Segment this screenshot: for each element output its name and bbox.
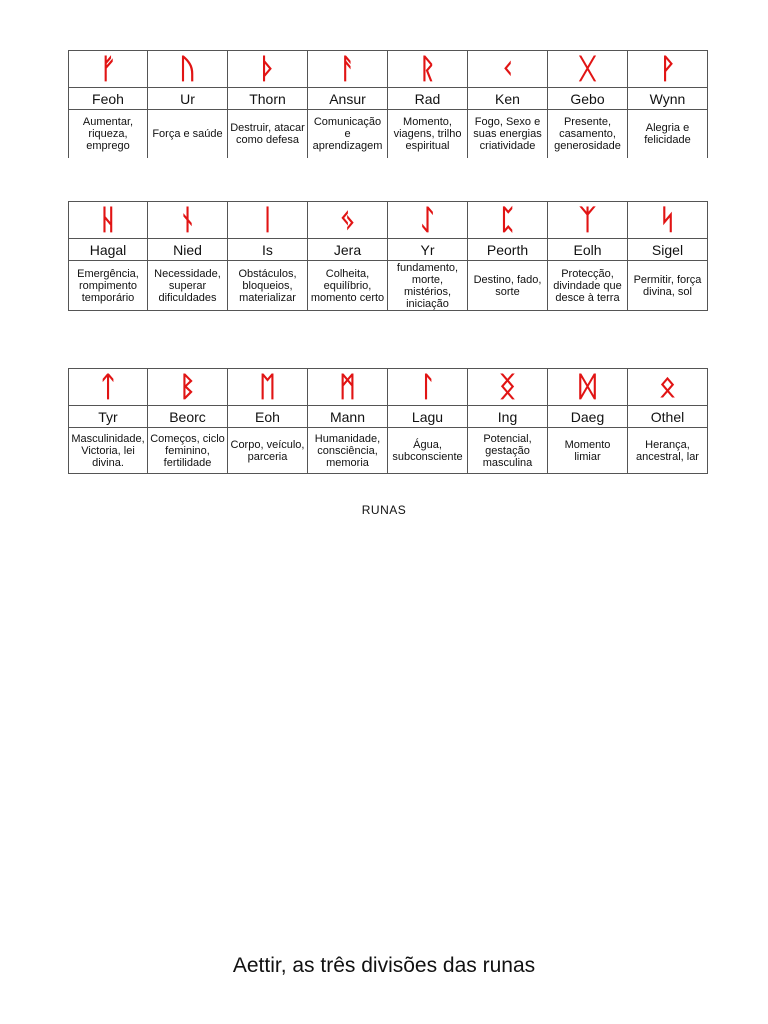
rune-meaning: fundamento, morte, mistérios, iniciação xyxy=(388,261,468,311)
rune-name: Tyr xyxy=(68,406,148,428)
rune-name: Hagal xyxy=(68,239,148,261)
rune-name: Feoh xyxy=(68,88,148,110)
rune-cell xyxy=(148,201,228,239)
rune-name: Wynn xyxy=(628,88,708,110)
aett-table-2 xyxy=(68,201,708,311)
rune-othala-icon: ᛟ xyxy=(659,370,676,403)
rune-wunjo-icon: ᚹ xyxy=(659,52,676,85)
rune-meaning: Comunicação e aprendizagem xyxy=(308,110,388,158)
rune-meaning: Colheita, equilíbrio, momento certo xyxy=(308,261,388,311)
aett-table-3 xyxy=(68,368,708,474)
rune-name: Ur xyxy=(148,88,228,110)
rune-name: Beorc xyxy=(148,406,228,428)
rune-cell xyxy=(308,201,388,239)
rune-laguz-icon: ᛚ xyxy=(419,370,436,403)
rune-uruz-icon: ᚢ xyxy=(179,52,196,85)
rune-cell xyxy=(468,368,548,406)
rune-name: Eolh xyxy=(548,239,628,261)
rune-name: Rad xyxy=(388,88,468,110)
rune-meaning: Aumentar, riqueza, emprego xyxy=(68,110,148,158)
rune-meaning: Presente, casamento, generosidade xyxy=(548,110,628,158)
rune-name: Thorn xyxy=(228,88,308,110)
rune-raidho-icon: ᚱ xyxy=(419,52,436,85)
rune-name: Mann xyxy=(308,406,388,428)
rune-cell xyxy=(228,368,308,406)
rune-cell xyxy=(468,201,548,239)
rune-name: Sigel xyxy=(628,239,708,261)
rune-meaning: Destruir, atacar como defesa xyxy=(228,110,308,158)
footer-title: Aettir, as três divisões das runas xyxy=(232,954,536,977)
rune-cell xyxy=(68,201,148,239)
rune-meaning: Obstáculos, bloqueios, materializar xyxy=(228,261,308,311)
rune-algiz-icon: ᛉ xyxy=(579,203,596,236)
rune-tiwaz-icon: ᛏ xyxy=(99,370,117,403)
rune-meaning: Permitir, força divina, sol xyxy=(628,261,708,311)
rune-cell xyxy=(388,201,468,239)
rune-cell xyxy=(68,50,148,88)
rune-ehwaz-icon: ᛖ xyxy=(259,370,276,403)
rune-cell xyxy=(628,50,708,88)
rune-meaning: Alegria e felicidade xyxy=(628,110,708,158)
rune-meaning: Humanidade, consciência, memoria xyxy=(308,428,388,474)
rune-cell xyxy=(228,201,308,239)
rune-cell xyxy=(628,201,708,239)
rune-cell xyxy=(148,50,228,88)
rune-gebo-icon: ᚷ xyxy=(579,52,596,85)
rune-name: Eoh xyxy=(228,406,308,428)
rune-cell xyxy=(68,368,148,406)
rune-meaning: Momento, viagens, trilho espiritual xyxy=(388,110,468,158)
runas-caption: RUNAS xyxy=(361,503,407,517)
rune-meaning: Momento limiar xyxy=(548,428,628,474)
rune-name: Daeg xyxy=(548,406,628,428)
rune-name: Othel xyxy=(628,406,708,428)
rune-eihwaz-icon: ᛇ xyxy=(419,203,436,236)
rune-cell xyxy=(308,50,388,88)
rune-cell xyxy=(468,50,548,88)
rune-cell xyxy=(388,368,468,406)
rune-dagaz-icon: ᛞ xyxy=(579,370,596,403)
rune-ingwaz-icon: ᛝ xyxy=(499,370,516,403)
rune-fehu-icon: ᚠ xyxy=(99,52,117,85)
rune-isa-icon: ᛁ xyxy=(259,203,276,236)
rune-name: Ken xyxy=(468,88,548,110)
rune-naudiz-icon: ᚾ xyxy=(179,203,196,236)
rune-kenaz-icon: ᚲ xyxy=(499,52,516,85)
rune-mannaz-icon: ᛗ xyxy=(339,370,356,403)
rune-name: Peorth xyxy=(468,239,548,261)
rune-cell xyxy=(228,50,308,88)
rune-name: Ansur xyxy=(308,88,388,110)
rune-thurisaz-icon: ᚦ xyxy=(259,52,276,85)
rune-meaning: Necessidade, superar dificuldades xyxy=(148,261,228,311)
rune-name: Yr xyxy=(388,239,468,261)
aett-table-1 xyxy=(68,50,708,158)
rune-sowilo-icon: ᛋ xyxy=(659,203,676,236)
rune-cell xyxy=(548,50,628,88)
rune-meaning: Fogo, Sexo e suas energias criatividade xyxy=(468,110,548,158)
rune-cell xyxy=(548,368,628,406)
rune-name: Ing xyxy=(468,406,548,428)
rune-meaning: Masculinidade, Victoria, lei divina. xyxy=(68,428,148,474)
rune-meaning: Destino, fado, sorte xyxy=(468,261,548,311)
rune-meaning: Corpo, veículo, parceria xyxy=(228,428,308,474)
rune-meaning: Água, subconsciente xyxy=(388,428,468,474)
rune-meaning: Potencial, gestação masculina xyxy=(468,428,548,474)
rune-name: Nied xyxy=(148,239,228,261)
rune-name: Lagu xyxy=(388,406,468,428)
rune-meaning: Protecção, divindade que desce à terra xyxy=(548,261,628,311)
rune-meaning: Força e saúde xyxy=(148,110,228,158)
rune-perthro-icon: ᛈ xyxy=(499,203,516,236)
rune-hagalaz-icon: ᚺ xyxy=(99,203,117,236)
rune-cell xyxy=(148,368,228,406)
rune-meaning: Herança, ancestral, lar xyxy=(628,428,708,474)
rune-berkano-icon: ᛒ xyxy=(179,370,196,403)
rune-name: Is xyxy=(228,239,308,261)
rune-name: Gebo xyxy=(548,88,628,110)
rune-ansuz-icon: ᚨ xyxy=(339,52,356,85)
rune-cell xyxy=(308,368,388,406)
rune-meaning: Começos, ciclo feminino, fertilidade xyxy=(148,428,228,474)
rune-cell xyxy=(388,50,468,88)
rune-meaning: Emergência, rompimento temporário xyxy=(68,261,148,311)
rune-cell xyxy=(548,201,628,239)
rune-name: Jera xyxy=(308,239,388,261)
rune-jera-icon: ᛃ xyxy=(339,203,356,236)
rune-cell xyxy=(628,368,708,406)
